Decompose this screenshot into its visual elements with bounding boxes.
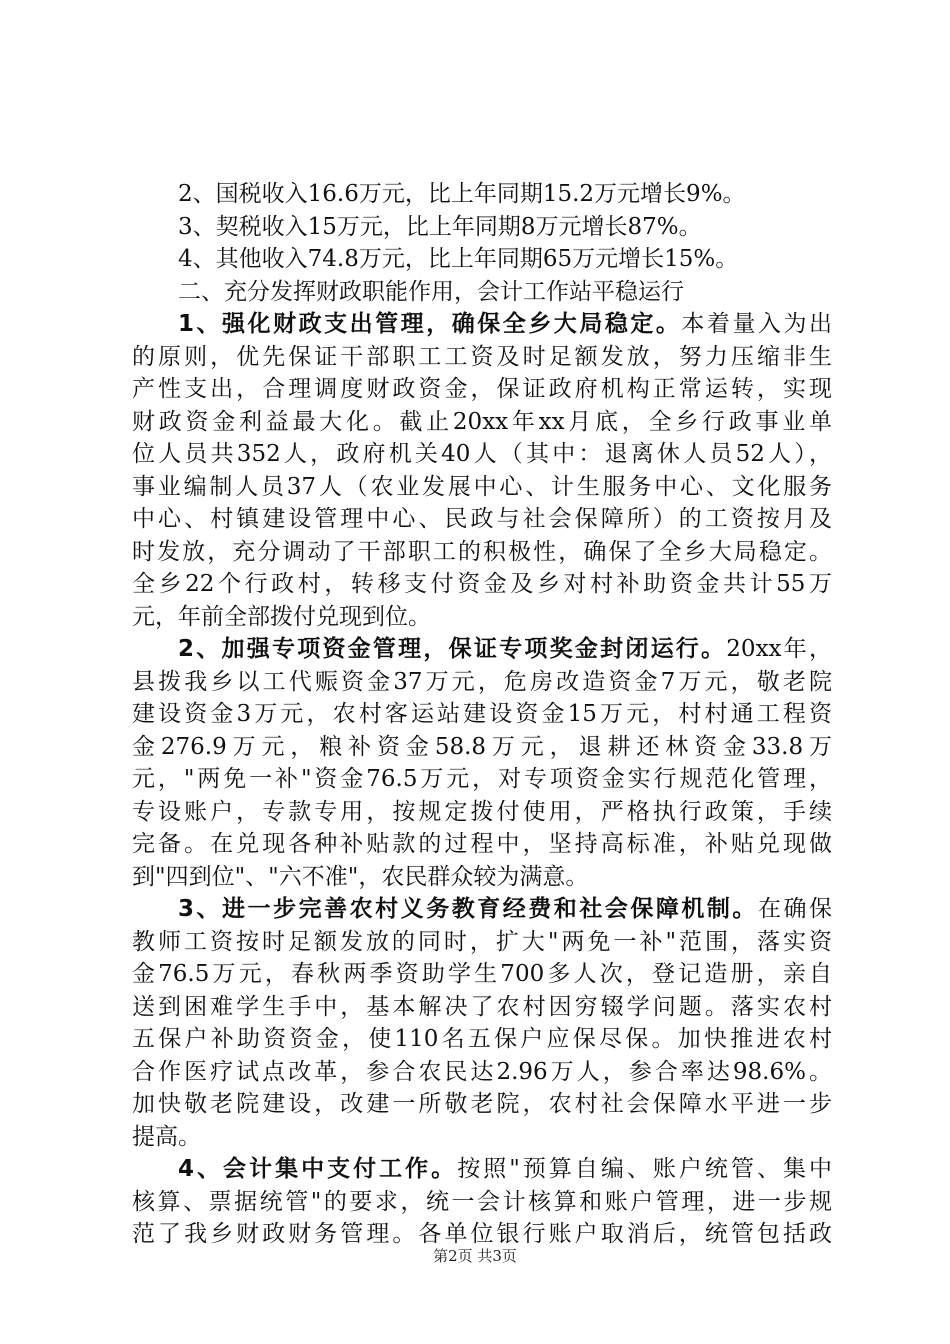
text-line: [132, 308, 832, 341]
text-segment: 送到困难学生手中，基本解决了农村因穷辍学问题。落实农村: [132, 993, 832, 1020]
text-segment: 20xx年，: [726, 636, 832, 662]
text-line: [132, 211, 832, 244]
text-segment: 加快敬老院建设，改建一所敬老院，农村社会保障水平进一步: [132, 1091, 832, 1117]
text-line: [132, 1056, 832, 1089]
paragraph-lead: 4、会计集中支付工作。: [178, 1156, 458, 1182]
text-line: [132, 438, 832, 471]
text-segment: 本着量入为出: [681, 311, 833, 337]
text-segment: 二、充分发挥财政职能作用，会计工作站平稳运行: [178, 278, 684, 305]
text-segment: 位人员共352人，政府机关40人（其中：退离休人员52人），: [132, 441, 832, 467]
text-line: [132, 178, 832, 211]
text-line: [132, 601, 832, 634]
text-segment: 合作医疗试点改革，参合农民达2.96万人，参合率达98.6%。: [132, 1058, 832, 1085]
text-line: [132, 861, 832, 894]
text-line: [132, 1186, 832, 1219]
section-heading: [132, 276, 832, 309]
page-footer: 第2页 共3页: [433, 1247, 517, 1265]
text-line: [132, 698, 832, 731]
paragraph-lead: 3、进一步完善农村义务教育经费和社会保障机制。: [178, 896, 758, 922]
text-line: [132, 763, 832, 796]
text-segment: 时发放，充分调动了干部职工的积极性，确保了全乡大局稳定。: [132, 538, 832, 565]
text-line: [132, 958, 832, 991]
text-line: [132, 536, 832, 569]
text-line: [132, 893, 832, 926]
text-line: [132, 991, 832, 1024]
text-segment: 提高。: [132, 1123, 201, 1150]
text-segment: 范了我乡财政财务管理。各单位银行账户取消后，统管包括政: [132, 1221, 832, 1247]
text-line: [132, 633, 832, 666]
text-line: [132, 568, 832, 601]
text-line: [132, 1153, 832, 1186]
text-segment: 元，"两免一补"资金76.5万元，对专项资金实行规范化管理，: [132, 766, 832, 792]
text-segment: 中心、村镇建设管理中心、民政与社会保障所）的工资按月及: [132, 506, 832, 532]
text-segment: 2、国税收入16.6万元，比上年同期15.2万元增长9%。: [178, 181, 746, 207]
text-line: [132, 243, 832, 276]
text-segment: 按照"预算自编、账户统管、集中: [457, 1156, 832, 1182]
text-segment: 到"四到位"、"六不准"，农民群众较为满意。: [132, 863, 589, 890]
text-line: [132, 666, 832, 699]
text-line: [132, 1121, 832, 1154]
text-segment: 财政资金利益最大化。截止20xx年xx月底，全乡行政事业单: [132, 408, 832, 435]
text-segment: 核算、票据统管"的要求，统一会计核算和账户管理，进一步规: [132, 1188, 832, 1215]
text-line: [132, 341, 832, 374]
text-segment: 事业编制人员37人（农业发展中心、计生服务中心、文化服务: [132, 473, 832, 500]
text-segment: 完备。在兑现各种补贴款的过程中，坚持高标准，补贴兑现做: [132, 831, 832, 857]
text-segment: 五保户补助资资金，使110名五保户应保尽保。加快推进农村: [132, 1026, 832, 1052]
text-line: [132, 926, 832, 959]
text-segment: 金276.9万元，粮补资金58.8万元，退耕还林资金33.8万: [132, 733, 832, 760]
text-segment: 在确保: [757, 896, 832, 922]
text-line: [132, 796, 832, 829]
text-segment: 全乡22个行政村，转移支付资金及乡对村补助资金共计55万: [132, 571, 832, 597]
paragraph-lead: 1、强化财政支出管理，确保全乡大局稳定。: [178, 311, 682, 337]
text-line: [132, 471, 832, 504]
text-segment: 县拨我乡以工代赈资金37万元，危房改造资金7万元，敬老院: [132, 668, 832, 695]
text-line: [132, 731, 832, 764]
text-segment: 金76.5万元，春秋两季资助学生700多人次，登记造册，亲自: [132, 961, 832, 987]
text-segment: 4、其他收入74.8万元，比上年同期65万元增长15%。: [178, 246, 739, 272]
text-segment: 专设账户，专款专用，按规定拨付使用，严格执行政策，手续: [132, 798, 832, 825]
text-segment: 元，年前全部拨付兑现到位。: [132, 603, 431, 630]
text-segment: 3、契税收入15万元，比上年同期8万元增长87%。: [178, 213, 702, 240]
text-line: [132, 373, 832, 406]
text-segment: 产性支出，合理调度财政资金，保证政府机构正常运转，实现: [132, 376, 832, 402]
paragraph-lead: 2、加强专项资金管理，保证专项奖金封闭运行。: [178, 636, 727, 662]
text-line: [132, 503, 832, 536]
text-line: [132, 1023, 832, 1056]
document-body: [132, 178, 832, 1251]
text-segment: 建设资金3万元，农村客运站建设资金15万元，村村通工程资: [132, 701, 832, 727]
text-line: [132, 828, 832, 861]
text-line: [132, 1088, 832, 1121]
text-line: [132, 406, 832, 439]
text-segment: 的原则，优先保证干部职工工资及时足额发放，努力压缩非生: [132, 343, 832, 370]
text-segment: 教师工资按时足额发放的同时，扩大"两免一补"范围，落实资: [132, 928, 832, 955]
